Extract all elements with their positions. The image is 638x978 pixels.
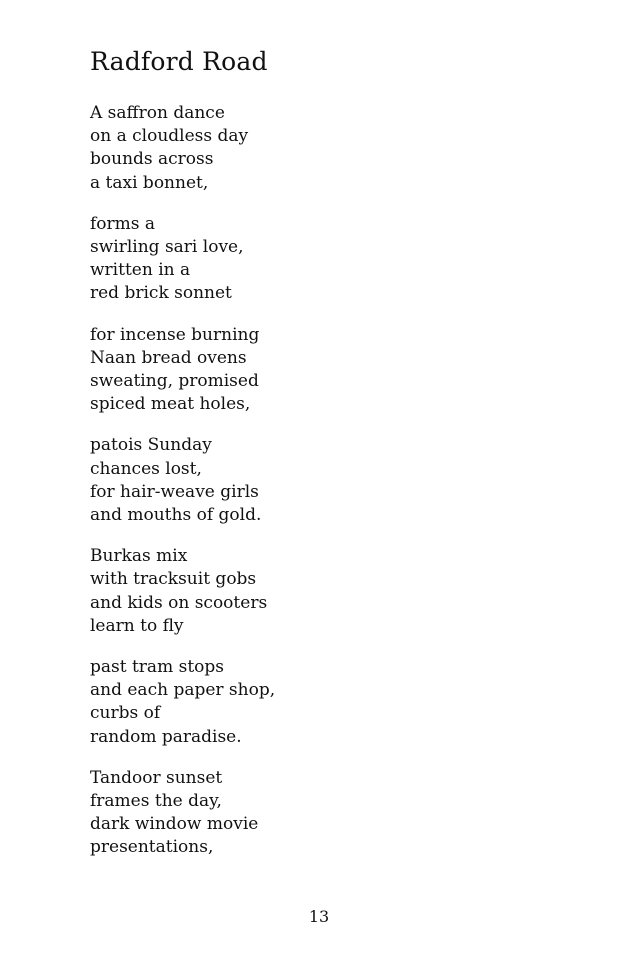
stanza-7: [90, 767, 590, 860]
poem-line: chances lost,: [90, 458, 202, 479]
poem-line: red brick sonnet: [90, 283, 232, 304]
poem-line: past tram stops: [90, 657, 224, 678]
poem-line: presentations,: [90, 837, 214, 858]
stanza-4: [90, 434, 590, 527]
stanza-1: [90, 102, 590, 195]
poem-line: spiced meat holes,: [90, 394, 251, 415]
poem-line: for incense burning: [90, 324, 260, 345]
poem-line: and kids on scooters: [90, 592, 268, 613]
poem-line: Burkas mix: [90, 546, 188, 567]
poem-line: a taxi bonnet,: [90, 172, 209, 193]
poem-line: with tracksuit gobs: [90, 569, 257, 590]
stanza-2: [90, 213, 590, 306]
poem-line: for hair-weave girls: [90, 481, 259, 502]
poem-line: written in a: [90, 260, 191, 281]
poem-title: Radford Road: [90, 47, 268, 76]
poem-body: [90, 102, 590, 878]
poem-line: curbs of: [90, 703, 161, 724]
poem-line: A saffron dance: [90, 103, 225, 123]
poem-line: Naan bread ovens: [90, 347, 247, 368]
poem-line: bounds across: [90, 149, 214, 170]
poem-line: forms a: [90, 213, 156, 234]
poem-line: random paradise.: [90, 726, 242, 747]
page-number: 13: [308, 907, 330, 926]
poem-line: learn to fly: [90, 615, 184, 636]
poem-line: and each paper shop,: [90, 680, 276, 701]
stanza-6: [90, 656, 590, 749]
poem-line: dark window movie: [90, 814, 259, 835]
poem-line: Tandoor sunset: [90, 767, 223, 788]
stanza-3: [90, 324, 590, 417]
poem-line: swirling sari love,: [90, 237, 244, 258]
stanza-5: [90, 545, 590, 638]
poem-line: frames the day,: [90, 791, 222, 812]
poem-line: patois Sunday: [90, 435, 212, 456]
poem-line: sweating, promised: [90, 371, 259, 392]
poem-line: on a cloudless day: [90, 126, 249, 147]
poem-line: and mouths of gold.: [90, 505, 262, 526]
